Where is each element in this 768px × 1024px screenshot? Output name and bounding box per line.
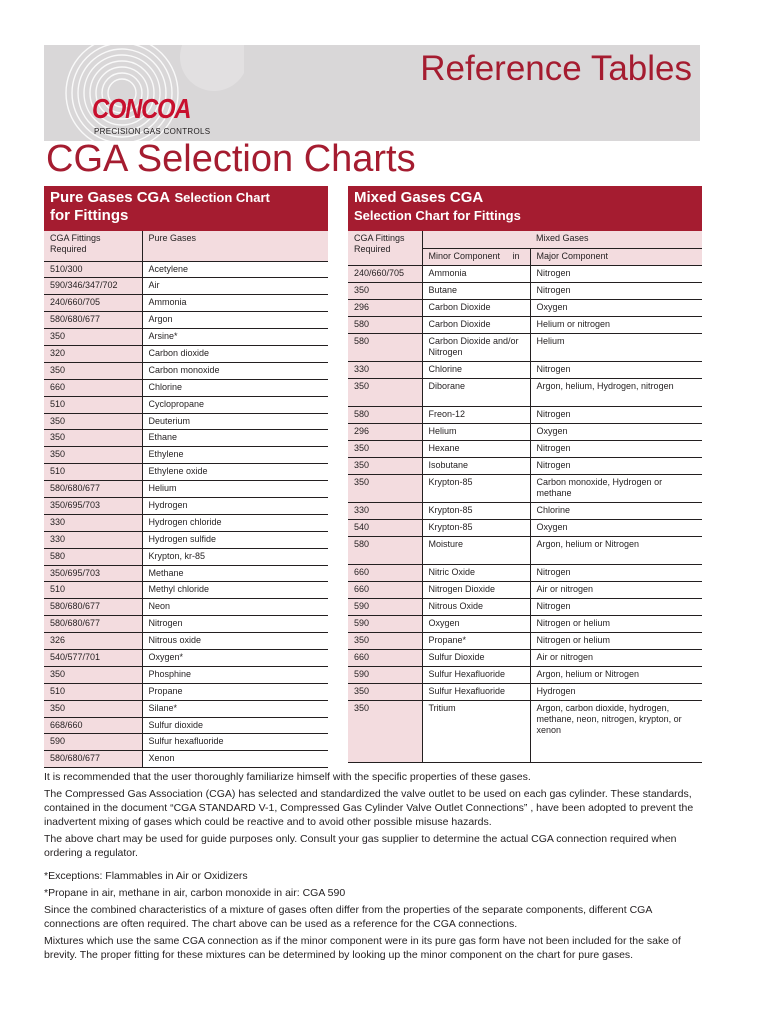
mixed-table-row	[348, 299, 702, 316]
mixed-fitting-cell: 350	[348, 683, 422, 700]
section-title: Reference Tables	[420, 49, 692, 88]
mixed-major-cell: Nitrogen or helium	[530, 632, 702, 649]
pure-gas-cell: Deuterium	[142, 413, 328, 430]
note-exceptions: *Exceptions: Flammables in Air or Oxidizers	[44, 870, 248, 882]
mixed-fitting-cell: 350	[348, 457, 422, 474]
pure-table-row	[44, 464, 328, 481]
pure-title-line2: for Fittings	[50, 207, 129, 224]
pure-fitting-cell: 350	[44, 362, 142, 379]
pure-table-row	[44, 447, 328, 464]
pure-fitting-cell: 660	[44, 379, 142, 396]
pure-fitting-cell: 580/680/677	[44, 599, 142, 616]
pure-gas-cell: Silane*	[142, 700, 328, 717]
mixed-fitting-cell: 240/660/705	[348, 265, 422, 282]
mixed-table-row	[348, 440, 702, 457]
pure-fitting-cell: 350	[44, 700, 142, 717]
pure-table-row	[44, 649, 328, 666]
mixed-major-cell: Nitrogen	[530, 282, 702, 299]
mixed-fitting-cell: 330	[348, 361, 422, 378]
pure-fitting-cell: 240/660/705	[44, 295, 142, 312]
mixed-table-row	[348, 502, 702, 519]
brand-tagline: PRECISION GAS CONTROLS	[94, 127, 211, 136]
pure-gas-cell: Nitrogen	[142, 616, 328, 633]
mixed-table-row	[348, 265, 702, 282]
mixed-fitting-cell: 590	[348, 615, 422, 632]
mixed-major-cell: Air or nitrogen	[530, 649, 702, 666]
pure-table-row	[44, 700, 328, 717]
mixed-minor-cell: Sulfur Dioxide	[422, 649, 530, 666]
pure-fitting-cell: 330	[44, 531, 142, 548]
pure-fitting-cell: 350	[44, 447, 142, 464]
note-familiarize: It is recommended that the user thoroughly familiarize himself with the specific properties of these gases.	[44, 771, 531, 783]
mixed-fitting-cell: 580	[348, 536, 422, 564]
pure-gas-cell: Sulfur hexafluoride	[142, 734, 328, 751]
mixed-table-row	[348, 564, 702, 581]
pure-gas-cell: Air	[142, 278, 328, 295]
mixed-minor-cell: Krypton-85	[422, 474, 530, 502]
note-mixture-characteristics: Since the combined characteristics of a mixture of gases often differ from the properties of the separate components, different CGA connections are often required. The chart above can be used as a reference for the CGA connections.	[44, 904, 652, 930]
pure-table-title	[44, 186, 328, 231]
pure-table-header	[44, 231, 328, 261]
mixed-minor-cell: Hexane	[422, 440, 530, 457]
pure-gas-cell: Krypton, kr-85	[142, 548, 328, 565]
pure-table-row	[44, 633, 328, 650]
mixed-minor-cell: Nitric Oxide	[422, 564, 530, 581]
mixed-table-row	[348, 683, 702, 700]
mixed-table-row	[348, 361, 702, 378]
mixed-major-cell: Argon, helium or Nitrogen	[530, 536, 702, 564]
pure-table-row	[44, 565, 328, 582]
pure-table-row	[44, 683, 328, 700]
mixed-fitting-cell: 296	[348, 423, 422, 440]
pure-fitting-cell: 590	[44, 734, 142, 751]
pure-fitting-cell: 350	[44, 413, 142, 430]
mixed-fitting-cell: 350	[348, 474, 422, 502]
mixed-major-cell: Oxygen	[530, 299, 702, 316]
mixed-fitting-cell: 580	[348, 316, 422, 333]
notes-section	[44, 770, 702, 965]
pure-gas-cell: Sulfur dioxide	[142, 717, 328, 734]
mixed-fitting-cell: 590	[348, 598, 422, 615]
pure-title-rest: Selection Chart	[174, 190, 270, 205]
pure-fitting-cell: 326	[44, 633, 142, 650]
pure-gas-cell: Carbon monoxide	[142, 362, 328, 379]
mixed-minor-cell: Nitrous Oxide	[422, 598, 530, 615]
mixed-minor-cell: Butane	[422, 282, 530, 299]
mixed-fitting-cell: 660	[348, 649, 422, 666]
mixed-minor-cell: Tritium	[422, 700, 530, 762]
pure-gas-cell: Xenon	[142, 751, 328, 768]
mixed-fitting-cell: 350	[348, 378, 422, 406]
pure-fitting-cell: 580	[44, 548, 142, 565]
mixed-major-cell: Nitrogen	[530, 564, 702, 581]
mixed-minor-cell: Moisture	[422, 536, 530, 564]
mixed-table-title	[348, 186, 702, 231]
pure-gas-cell: Arsine*	[142, 329, 328, 346]
pure-table-row	[44, 734, 328, 751]
mixed-minor-cell: Ammonia	[422, 265, 530, 282]
mixed-table-row	[348, 423, 702, 440]
mixed-minor-cell: Carbon Dioxide	[422, 299, 530, 316]
mixed-fitting-cell: 540	[348, 519, 422, 536]
pure-table-row	[44, 345, 328, 362]
pure-fitting-cell: 668/660	[44, 717, 142, 734]
pure-table-row	[44, 413, 328, 430]
mixed-major-cell: Air or nitrogen	[530, 581, 702, 598]
mixed-minor-cell: Sulfur Hexafluoride	[422, 683, 530, 700]
pure-table-row	[44, 751, 328, 768]
pure-fitting-cell: 580/680/677	[44, 616, 142, 633]
mixed-fitting-cell: 660	[348, 581, 422, 598]
mixed-minor-cell: Chlorine	[422, 361, 530, 378]
mixed-major-cell: Nitrogen	[530, 457, 702, 474]
pure-table-row	[44, 329, 328, 346]
pure-gas-cell: Ethylene oxide	[142, 464, 328, 481]
mixed-table-row	[348, 536, 702, 564]
mixed-fitting-cell: 590	[348, 666, 422, 683]
mixed-major-cell: Nitrogen	[530, 406, 702, 423]
mixed-minor-cell: Carbon Dioxide	[422, 316, 530, 333]
mixed-minor-cell: Freon-12	[422, 406, 530, 423]
mixed-gases-table	[348, 231, 702, 763]
mixed-minor-cell: Helium	[422, 423, 530, 440]
pure-gas-cell: Ethane	[142, 430, 328, 447]
mixed-major-cell: Argon, carbon dioxide, hydrogen, methane, neon, nitrogen, krypton, or xenon	[530, 700, 702, 762]
pure-gas-cell: Argon	[142, 312, 328, 329]
pure-table-row	[44, 261, 328, 278]
mixed-major-cell: Helium	[530, 333, 702, 361]
pure-fitting-cell: 580/680/677	[44, 751, 142, 768]
header-band	[44, 45, 700, 141]
mixed-major-cell: Nitrogen	[530, 440, 702, 457]
pure-gas-cell: Propane	[142, 683, 328, 700]
mixed-table-row	[348, 598, 702, 615]
pure-table-row	[44, 278, 328, 295]
pure-table-row	[44, 497, 328, 514]
pure-gas-cell: Chlorine	[142, 379, 328, 396]
pure-col-fittings: CGA Fittings Required	[44, 231, 142, 261]
mixed-fitting-cell: 330	[348, 502, 422, 519]
mixed-minor-cell: Sulfur Hexafluoride	[422, 666, 530, 683]
note-propane: *Propane in air, methane in air, carbon monoxide in air: CGA 590	[44, 887, 346, 899]
mixed-minor-cell: Carbon Dioxide and/or Nitrogen	[422, 333, 530, 361]
pure-gas-cell: Cyclopropane	[142, 396, 328, 413]
mixed-fitting-cell: 580	[348, 406, 422, 423]
pure-gas-cell: Oxygen*	[142, 649, 328, 666]
mixed-table-row	[348, 406, 702, 423]
pure-table-row	[44, 295, 328, 312]
mixed-fitting-cell: 350	[348, 440, 422, 457]
mixed-minor-cell: Oxygen	[422, 615, 530, 632]
pure-table-row	[44, 616, 328, 633]
in-label: in	[512, 250, 520, 261]
mixed-table-row	[348, 333, 702, 361]
minor-label: Minor Component	[428, 250, 501, 261]
pure-gas-cell: Hydrogen sulfide	[142, 531, 328, 548]
pure-table-row	[44, 531, 328, 548]
mixed-table-row	[348, 519, 702, 536]
page-title: CGA Selection Charts	[46, 138, 416, 180]
pure-gas-cell: Nitrous oxide	[142, 633, 328, 650]
pure-table-row	[44, 312, 328, 329]
mixed-table-row	[348, 316, 702, 333]
pure-gas-cell: Neon	[142, 599, 328, 616]
pure-fitting-cell: 580/680/677	[44, 481, 142, 498]
pure-gas-cell: Hydrogen	[142, 497, 328, 514]
mixed-minor-cell: Isobutane	[422, 457, 530, 474]
mixed-table-row	[348, 474, 702, 502]
pure-table-row	[44, 430, 328, 447]
mixed-table-header	[348, 231, 702, 248]
mixed-major-cell: Argon, helium, Hydrogen, nitrogen	[530, 378, 702, 406]
mixed-col-minor	[422, 248, 530, 265]
mixed-col-major: Major Component	[530, 248, 702, 265]
pure-fitting-cell: 510	[44, 683, 142, 700]
mixed-major-cell: Carbon monoxide, Hydrogen or methane	[530, 474, 702, 502]
mixed-table-row	[348, 700, 702, 762]
mixed-table-row	[348, 282, 702, 299]
pure-fitting-cell: 510	[44, 582, 142, 599]
mixed-table-row	[348, 632, 702, 649]
pure-fitting-cell: 590/346/347/702	[44, 278, 142, 295]
mixed-table-row	[348, 457, 702, 474]
mixed-col-gases: Mixed Gases	[422, 231, 702, 248]
pure-fitting-cell: 350	[44, 430, 142, 447]
pure-gas-cell: Ethylene	[142, 447, 328, 464]
pure-fitting-cell: 510	[44, 396, 142, 413]
mixed-major-cell: Chlorine	[530, 502, 702, 519]
pure-fitting-cell: 350/695/703	[44, 497, 142, 514]
pure-table-row	[44, 717, 328, 734]
mixed-minor-cell: Krypton-85	[422, 502, 530, 519]
pure-gas-cell: Methyl chloride	[142, 582, 328, 599]
mixed-fitting-cell: 660	[348, 564, 422, 581]
mixed-title-line2: Selection Chart for Fittings	[354, 208, 521, 223]
pure-table-row	[44, 481, 328, 498]
pure-table-row	[44, 514, 328, 531]
mixed-table-row	[348, 649, 702, 666]
pure-table-row	[44, 599, 328, 616]
pure-fitting-cell: 510	[44, 464, 142, 481]
pure-table-row	[44, 548, 328, 565]
pure-table-row	[44, 666, 328, 683]
pure-fitting-cell: 350/695/703	[44, 565, 142, 582]
mixed-minor-cell: Diborane	[422, 378, 530, 406]
pure-gas-cell: Acetylene	[142, 261, 328, 278]
pure-gas-cell: Ammonia	[142, 295, 328, 312]
mixed-major-cell: Nitrogen or helium	[530, 615, 702, 632]
mixed-major-cell: Hydrogen	[530, 683, 702, 700]
pure-table-row	[44, 582, 328, 599]
mixed-minor-cell: Krypton-85	[422, 519, 530, 536]
mixed-minor-cell: Propane*	[422, 632, 530, 649]
mixed-table-row	[348, 666, 702, 683]
note-mixtures-omitted: Mixtures which use the same CGA connection as if the minor component were in its pure gas form have not been included for the sake of brevity. The proper fitting for these mixtures can be determined by looking up the minor component on the chart for pure gases.	[44, 935, 681, 961]
mixed-table-row	[348, 581, 702, 598]
pure-fitting-cell: 330	[44, 514, 142, 531]
mixed-fitting-cell: 296	[348, 299, 422, 316]
pure-gas-cell: Hydrogen chloride	[142, 514, 328, 531]
pure-fitting-cell: 510/300	[44, 261, 142, 278]
mixed-major-cell: Nitrogen	[530, 265, 702, 282]
mixed-major-cell: Argon, helium or Nitrogen	[530, 666, 702, 683]
pure-title-bold: Pure Gases CGA	[50, 189, 171, 206]
mixed-fitting-cell: 350	[348, 282, 422, 299]
mixed-major-cell: Oxygen	[530, 519, 702, 536]
mixed-table-row	[348, 615, 702, 632]
pure-gases-table	[44, 231, 328, 768]
mixed-major-cell: Nitrogen	[530, 598, 702, 615]
mixed-table-row	[348, 378, 702, 406]
mixed-major-cell: Helium or nitrogen	[530, 316, 702, 333]
pure-col-gases: Pure Gases	[142, 231, 328, 261]
pure-fitting-cell: 350	[44, 666, 142, 683]
pure-table-row	[44, 379, 328, 396]
note-cga-standard: The Compressed Gas Association (CGA) has selected and standardized the valve outlet to be used on each gas cylinder. These standards, contained in the document “CGA STANDARD V-1, Compressed Gas Cylinder Valve Outlet Connections” , have been adopted to prevent the inadvertent mixing of gases which could be reactive and to avoid other possible misuse hazards.	[44, 788, 694, 828]
pure-fitting-cell: 580/680/677	[44, 312, 142, 329]
mixed-major-cell: Nitrogen	[530, 361, 702, 378]
mixed-major-cell: Oxygen	[530, 423, 702, 440]
mixed-minor-cell: Nitrogen Dioxide	[422, 581, 530, 598]
brand-logo: CONCOA	[92, 93, 191, 124]
pure-table-row	[44, 396, 328, 413]
mixed-fitting-cell: 350	[348, 700, 422, 762]
mixed-fitting-cell: 350	[348, 632, 422, 649]
pure-gas-cell: Phosphine	[142, 666, 328, 683]
pure-gas-cell: Carbon dioxide	[142, 345, 328, 362]
note-guide-purposes: The above chart may be used for guide purposes only. Consult your gas supplier to determine the actual CGA connection required when ordering a regulator.	[44, 833, 677, 859]
pure-table-row	[44, 362, 328, 379]
pure-gas-cell: Helium	[142, 481, 328, 498]
mixed-title-line1: Mixed Gases CGA	[354, 189, 484, 206]
mixed-col-fittings: CGA Fittings Required	[348, 231, 422, 265]
pure-fitting-cell: 320	[44, 345, 142, 362]
mixed-fitting-cell: 580	[348, 333, 422, 361]
pure-fitting-cell: 540/577/701	[44, 649, 142, 666]
pure-gas-cell: Methane	[142, 565, 328, 582]
pure-fitting-cell: 350	[44, 329, 142, 346]
